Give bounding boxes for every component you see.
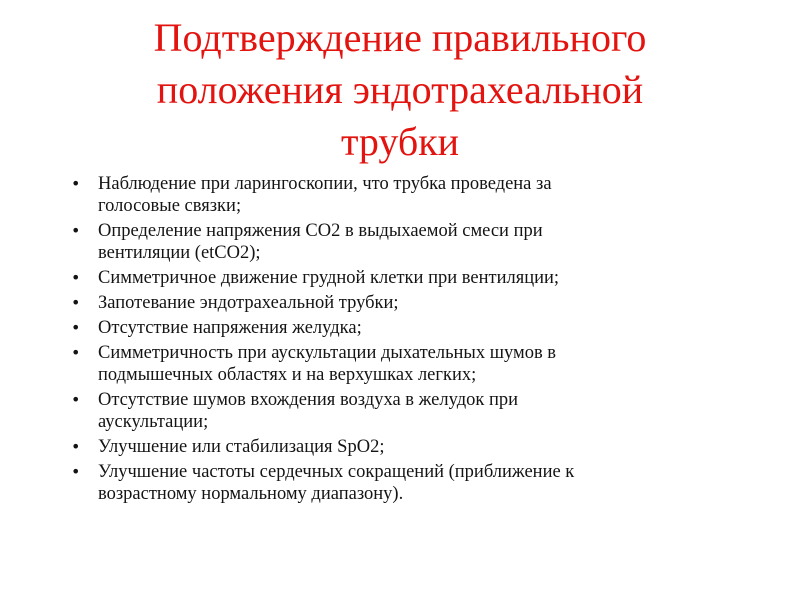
slide-title xyxy=(60,12,740,168)
list-item-text: подмышечных областях и на верхушках легких; xyxy=(98,365,477,385)
list-item-gastric-sounds xyxy=(68,389,688,433)
list-item-text: Отсутствие шумов вхождения воздуха в желудок при xyxy=(98,390,519,410)
list-item-tube-fogging xyxy=(68,292,688,314)
list-item-text: возрастному нормальному диапазону). xyxy=(98,484,404,504)
bullet-icon: • xyxy=(71,318,81,337)
list-item-auscultation-symmetry xyxy=(68,342,688,386)
list-item-text: Отсутствие напряжения желудка; xyxy=(98,318,362,338)
list-item-text: Определение напряжения СО2 в выдыхаемой смеси при xyxy=(98,221,543,241)
bullet-icon: • xyxy=(71,174,81,193)
list-item-text: аускультации; xyxy=(98,412,209,432)
bullet-icon: • xyxy=(71,293,81,312)
list-item-spo2 xyxy=(68,436,688,458)
list-item-etco2 xyxy=(68,220,688,264)
bullet-icon: • xyxy=(71,343,81,362)
list-item-chest-movement xyxy=(68,267,688,289)
list-item-heart-rate xyxy=(68,461,688,505)
list-item-text: Симметричность при аускультации дыхательных шумов в xyxy=(98,343,557,363)
bullet-icon: • xyxy=(71,390,81,409)
title-line-3: трубки xyxy=(340,119,460,164)
list-item-text: Улучшение частоты сердечных сокращений (приближение к xyxy=(98,462,575,482)
bullet-icon: • xyxy=(71,437,81,456)
list-item-text: Наблюдение при ларингоскопии, что трубка проведена за xyxy=(98,174,552,194)
list-item-text: Улучшение или стабилизация SpO2; xyxy=(98,437,385,457)
bullet-icon: • xyxy=(71,462,81,481)
bullet-icon: • xyxy=(71,221,81,240)
list-item-text: голосовые связки; xyxy=(98,196,242,216)
list-item-stomach xyxy=(68,317,688,339)
list-item-text: Симметричное движение грудной клетки при вентиляции; xyxy=(98,268,560,288)
bullet-icon: • xyxy=(71,268,81,287)
bullet-list xyxy=(68,173,688,508)
title-line-2: положения эндотрахеальной xyxy=(156,67,644,112)
title-line-1: Подтверждение правильного xyxy=(153,15,647,60)
list-item-text: Запотевание эндотрахеальной трубки; xyxy=(98,293,399,313)
list-item-laryngoscopy xyxy=(68,173,688,217)
list-item-text: вентиляции (etCO2); xyxy=(98,243,261,263)
